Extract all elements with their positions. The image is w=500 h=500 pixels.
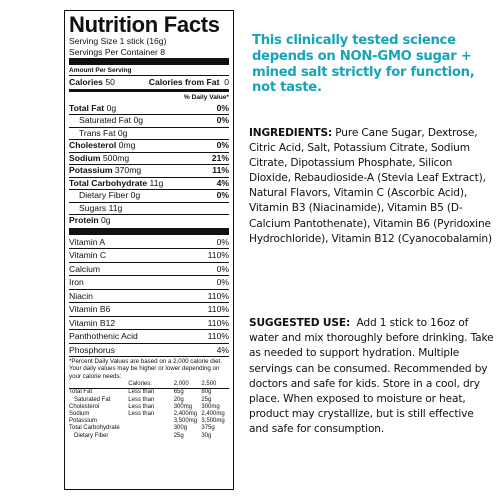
calories-fat-label: Calories from Fat bbox=[148, 77, 220, 87]
vitamin-daily-value: 110% bbox=[207, 331, 229, 341]
vitamin-daily-value: 0% bbox=[216, 236, 229, 247]
table-cell bbox=[128, 425, 173, 432]
nutrient-row bbox=[69, 127, 229, 140]
nutrient-row bbox=[69, 189, 229, 202]
table-cell: Less than bbox=[128, 396, 155, 403]
table-cell: 300mg bbox=[201, 403, 220, 410]
daily-value-table-header bbox=[69, 381, 229, 389]
nutrient-list bbox=[69, 103, 229, 227]
vitamin-row bbox=[69, 289, 229, 303]
daily-value-table bbox=[69, 381, 229, 440]
nutrient-name: Trans Fat bbox=[79, 127, 116, 138]
table-cell: Total Fat bbox=[69, 389, 93, 396]
nutrient-amount: 370mg bbox=[114, 165, 142, 175]
serving-size: Serving Size 1 stick (16g) bbox=[69, 36, 167, 46]
table-header-cell: 2,000 bbox=[173, 381, 189, 388]
table-header-cell bbox=[69, 381, 128, 388]
table-cell: 3,500mg bbox=[201, 418, 225, 425]
vitamin-name: Vitamin C bbox=[69, 250, 107, 260]
table-cell: Total Carbohydrate bbox=[69, 425, 120, 432]
daily-value-table-row bbox=[69, 389, 229, 396]
daily-value-table-row bbox=[69, 411, 229, 418]
servings-per-container: Servings Per Container 8 bbox=[69, 46, 166, 57]
daily-value-table-row bbox=[69, 404, 229, 411]
nutrient-daily-value: 21% bbox=[211, 152, 229, 163]
calories-row bbox=[69, 76, 229, 88]
vitamin-daily-value: 110% bbox=[207, 290, 229, 301]
vitamin-row bbox=[69, 343, 229, 357]
nutrient-daily-value: 0% bbox=[216, 140, 229, 150]
suggested-use-text: Add 1 stick to 16oz of water and mix thoroughly before drinking. Take as needed to support hydration. Multiple servings can be consumed. Recommended by doctors and safe for kids. Store in a cool, dry place. When exposed to moisture or heat, product may crystallize, but is still effective and safe for consumption. bbox=[249, 317, 494, 436]
nutrient-amount: 0g bbox=[117, 127, 128, 138]
table-cell: 20g bbox=[173, 396, 184, 403]
nutrient-row bbox=[69, 177, 229, 190]
ingredients-block bbox=[249, 126, 494, 247]
nutrient-amount: 0g bbox=[101, 215, 111, 225]
vitamin-name: Niacin bbox=[69, 290, 93, 301]
table-cell: Dietary Fiber bbox=[74, 432, 109, 439]
vitamin-row bbox=[69, 329, 229, 343]
calories-label: Calories bbox=[69, 77, 103, 87]
table-cell: Cholesterol bbox=[69, 403, 100, 410]
table-cell: 25g bbox=[173, 432, 184, 439]
nutrient-row bbox=[69, 202, 229, 215]
suggested-use-label: SUGGESTED USE: bbox=[249, 317, 351, 329]
nutrient-amount: 500mg bbox=[102, 152, 130, 163]
nutrient-name: Total Fat bbox=[69, 102, 105, 113]
table-cell: Less than bbox=[128, 411, 155, 418]
vitamin-list bbox=[69, 236, 229, 357]
table-cell: 2,400mg bbox=[173, 411, 198, 418]
calories-fat-value: 0 bbox=[224, 77, 229, 87]
vitamin-row bbox=[69, 275, 229, 289]
divider-medium bbox=[69, 89, 229, 92]
nutrient-name-amount bbox=[69, 140, 135, 152]
vitamin-daily-value: 0% bbox=[216, 277, 229, 287]
vitamin-name: Phosphorus bbox=[69, 344, 115, 355]
nutrient-name-amount bbox=[69, 190, 140, 202]
vitamin-name: Vitamin B12 bbox=[69, 317, 116, 328]
table-cell: 3,500mg bbox=[173, 418, 198, 425]
nutrient-name: Protein bbox=[69, 215, 99, 225]
nutrient-amount: 0g bbox=[106, 102, 117, 113]
nutrient-name: Sodium bbox=[69, 152, 101, 163]
table-cell: Less than bbox=[128, 403, 155, 410]
suggested-use-block bbox=[249, 316, 494, 438]
nutrient-daily-value: 4% bbox=[216, 177, 229, 188]
nutrient-name: Sugars bbox=[79, 202, 107, 213]
nutrient-daily-value: 11% bbox=[212, 165, 229, 175]
nutrient-name-amount bbox=[69, 165, 141, 177]
daily-value-footnote: *Percent Daily Values are based on a 2,000 calorie diet. Your daily values may be higher or lower depending on your calorie needs: bbox=[69, 358, 222, 380]
nutrient-amount: 0g bbox=[133, 115, 144, 125]
nutrient-row bbox=[69, 164, 229, 177]
nutrient-row bbox=[69, 152, 229, 165]
table-cell: 300mg bbox=[173, 403, 193, 410]
nutrient-row bbox=[69, 139, 229, 152]
nutrient-name: Cholesterol bbox=[69, 140, 117, 150]
nutrient-name-amount bbox=[69, 128, 127, 140]
daily-value-table-row bbox=[69, 418, 229, 425]
divider-thick bbox=[69, 58, 229, 65]
table-cell: 80g bbox=[201, 389, 212, 396]
nutrient-daily-value: 0% bbox=[216, 102, 229, 113]
vitamin-row bbox=[69, 302, 229, 316]
table-cell bbox=[128, 433, 173, 440]
vitamin-name: Vitamin A bbox=[69, 236, 106, 247]
vitamin-row bbox=[69, 236, 229, 249]
table-cell: 300g bbox=[173, 425, 188, 432]
daily-value-table-row bbox=[69, 397, 229, 404]
nutrition-facts-title: Nutrition Facts bbox=[69, 12, 220, 37]
divider-thick bbox=[69, 228, 229, 235]
nutrient-name-amount bbox=[69, 115, 143, 127]
nutrient-name: Potassium bbox=[69, 165, 113, 175]
table-cell: Sodium bbox=[69, 411, 90, 418]
table-cell: 2,400mg bbox=[201, 411, 225, 418]
daily-value-table-row bbox=[69, 425, 229, 432]
calories-value: 50 bbox=[105, 77, 115, 87]
nutrient-row bbox=[69, 103, 229, 115]
nutrient-amount: 11g bbox=[108, 202, 123, 213]
vitamin-row bbox=[69, 316, 229, 330]
table-cell bbox=[128, 418, 173, 425]
calories bbox=[69, 76, 115, 88]
table-cell: 65g bbox=[173, 389, 184, 396]
table-header-cell: Calories: bbox=[128, 381, 152, 388]
nutrient-name: Saturated Fat bbox=[79, 115, 132, 125]
calories-from-fat bbox=[149, 76, 229, 88]
tagline: This clinically tested science depends on NON-GMO sugar + mined salt strictly for function, not taste. bbox=[252, 33, 475, 96]
nutrient-name-amount bbox=[69, 215, 111, 227]
nutrient-name: Dietary Fiber bbox=[79, 190, 129, 200]
amount-per-serving: Amount Per Serving bbox=[69, 67, 132, 74]
table-cell: Potassium bbox=[69, 418, 98, 425]
nutrient-name-amount bbox=[69, 153, 129, 165]
ingredients-text: Pure Cane Sugar, Dextrose, Citric Acid, Salt, Potassium Citrate, Sodium Citrate, Dipotassium Phosphate, Silicon Dioxide, Rebaudioside-A (Stevia Leaf Extract), Natural Flavors, Vitamin C (Ascorbic Acid), Vitamin B3 (Niacinamide), Vitamin B5 (D-Calcium Pantothenate), Vitamin B6 (Pyridoxine Hydrochloride), Vitamin B12 (Cyanocobalamin) bbox=[249, 127, 492, 245]
table-cell: Saturated Fat bbox=[74, 396, 111, 403]
daily-value-header: % Daily Value* bbox=[183, 94, 229, 101]
vitamin-row bbox=[69, 248, 229, 262]
nutrition-facts-panel bbox=[64, 10, 234, 490]
nutrient-daily-value: 0% bbox=[216, 115, 229, 125]
vitamin-name: Iron bbox=[69, 277, 84, 287]
vitamin-daily-value: 110% bbox=[207, 304, 229, 314]
nutrient-name: Total Carbohydrate bbox=[69, 177, 148, 188]
daily-value-table-row bbox=[69, 433, 229, 440]
nutrient-row bbox=[69, 214, 229, 227]
divider bbox=[69, 356, 229, 357]
ingredients-label: INGREDIENTS: bbox=[249, 127, 333, 139]
vitamin-name: Vitamin B6 bbox=[69, 304, 111, 314]
nutrient-name-amount bbox=[69, 103, 116, 115]
nutrient-amount: 11g bbox=[149, 177, 164, 188]
table-header-cell: 2,500 bbox=[201, 381, 217, 388]
table-cell: 30g bbox=[201, 432, 212, 439]
nutrient-amount: 0mg bbox=[118, 140, 136, 150]
table-cell: Less than bbox=[128, 389, 155, 396]
table-cell: 25g bbox=[201, 396, 212, 403]
vitamin-daily-value: 4% bbox=[216, 344, 229, 355]
nutrient-amount: 0g bbox=[130, 190, 141, 200]
vitamin-daily-value: 110% bbox=[207, 317, 229, 328]
nutrient-name-amount bbox=[69, 178, 163, 190]
nutrient-name-amount bbox=[69, 203, 122, 215]
table-cell: 375g bbox=[201, 425, 215, 432]
nutrient-daily-value: 0% bbox=[216, 190, 229, 200]
vitamin-name: Calcium bbox=[69, 263, 101, 274]
vitamin-name: Panthothenic Acid bbox=[69, 331, 138, 341]
vitamin-row bbox=[69, 262, 229, 276]
vitamin-daily-value: 110% bbox=[207, 250, 229, 260]
vitamin-daily-value: 0% bbox=[216, 263, 229, 274]
nutrient-row bbox=[69, 114, 229, 127]
